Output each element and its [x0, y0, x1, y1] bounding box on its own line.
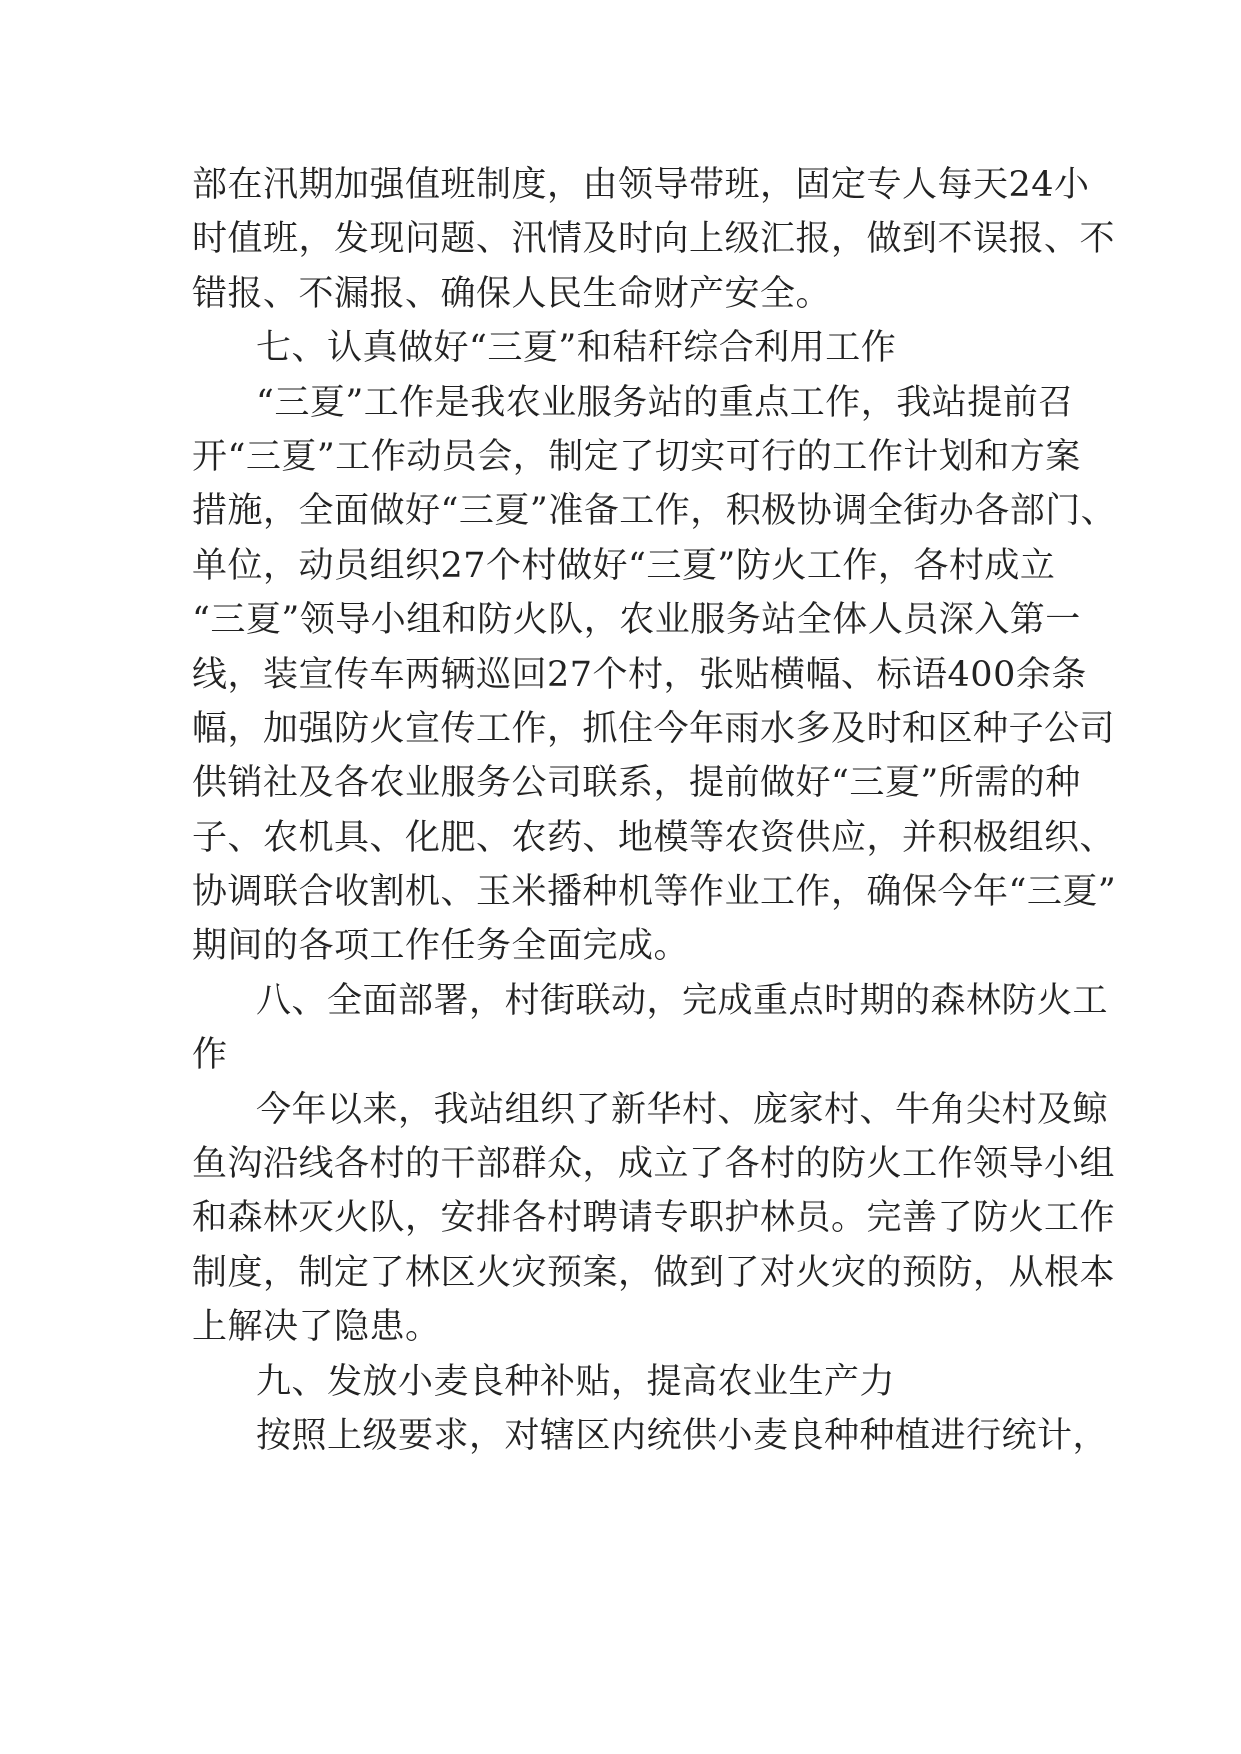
text-line: “三夏”工作是我农业服务站的重点工作，我站提前召	[256, 382, 1074, 423]
text-line: 单位，动员组织27个村做好“三夏”防火工作，各村成立	[192, 545, 1056, 586]
text-line: 错报、不漏报、确保人民生命财产安全。	[192, 273, 832, 314]
document-body	[192, 158, 1117, 1463]
text-line: 供销社及各农业服务公司联系，提前做好“三夏”所需的种	[192, 763, 1081, 804]
text-line: 和森林灭火队，安排各村聘请专职护林员。完善了防火工作	[192, 1198, 1116, 1239]
text-line: 开“三夏”工作动员会，制定了切实可行的工作计划和方案	[192, 436, 1081, 477]
section-heading-8-continued: 作	[192, 1035, 228, 1076]
text-line: “三夏”领导小组和防火队，农业服务站全体人员深入第一	[192, 600, 1081, 641]
text-line: 措施，全面做好“三夏”准备工作，积极协调全街办各部门、	[192, 491, 1117, 532]
text-line: 上解决了隐患。	[192, 1307, 441, 1348]
text-line: 时值班，发现问题、汛情及时向上级汇报，做到不误报、不	[192, 219, 1116, 260]
text-line: 按照上级要求，对辖区内统供小麦良种种植进行统计，	[256, 1415, 1109, 1456]
text-line: 幅，加强防火宣传工作，抓住今年雨水多及时和区种子公司	[192, 708, 1116, 749]
text-line: 子、农机具、化肥、农药、地模等农资供应，并积极组织、	[192, 817, 1116, 858]
text-line: 部在汛期加强值班制度，由领导带班，固定专人每天24小	[192, 165, 1090, 205]
section-heading-9: 九、发放小麦良种补贴，提高农业生产力	[256, 1361, 896, 1402]
section-heading-7: 七、认真做好“三夏”和秸秆综合利用工作	[256, 328, 897, 369]
section-heading-8: 八、全面部署，村街联动，完成重点时期的森林防火工	[256, 980, 1109, 1021]
text-line: 期间的各项工作任务全面完成。	[192, 926, 690, 967]
text-line: 制度，制定了林区火灾预案，做到了对火灾的预防，从根本	[192, 1252, 1116, 1293]
text-line: 今年以来，我站组织了新华村、庞家村、牛角尖村及鲸	[256, 1089, 1109, 1130]
text-line: 协调联合收割机、玉米播种机等作业工作，确保今年“三夏”	[192, 872, 1117, 913]
text-line: 线，装宣传车两辆巡回27个村，张贴横幅、标语400余条	[192, 654, 1087, 695]
text-line: 鱼沟沿线各村的干部群众，成立了各村的防火工作领导小组	[192, 1144, 1116, 1185]
